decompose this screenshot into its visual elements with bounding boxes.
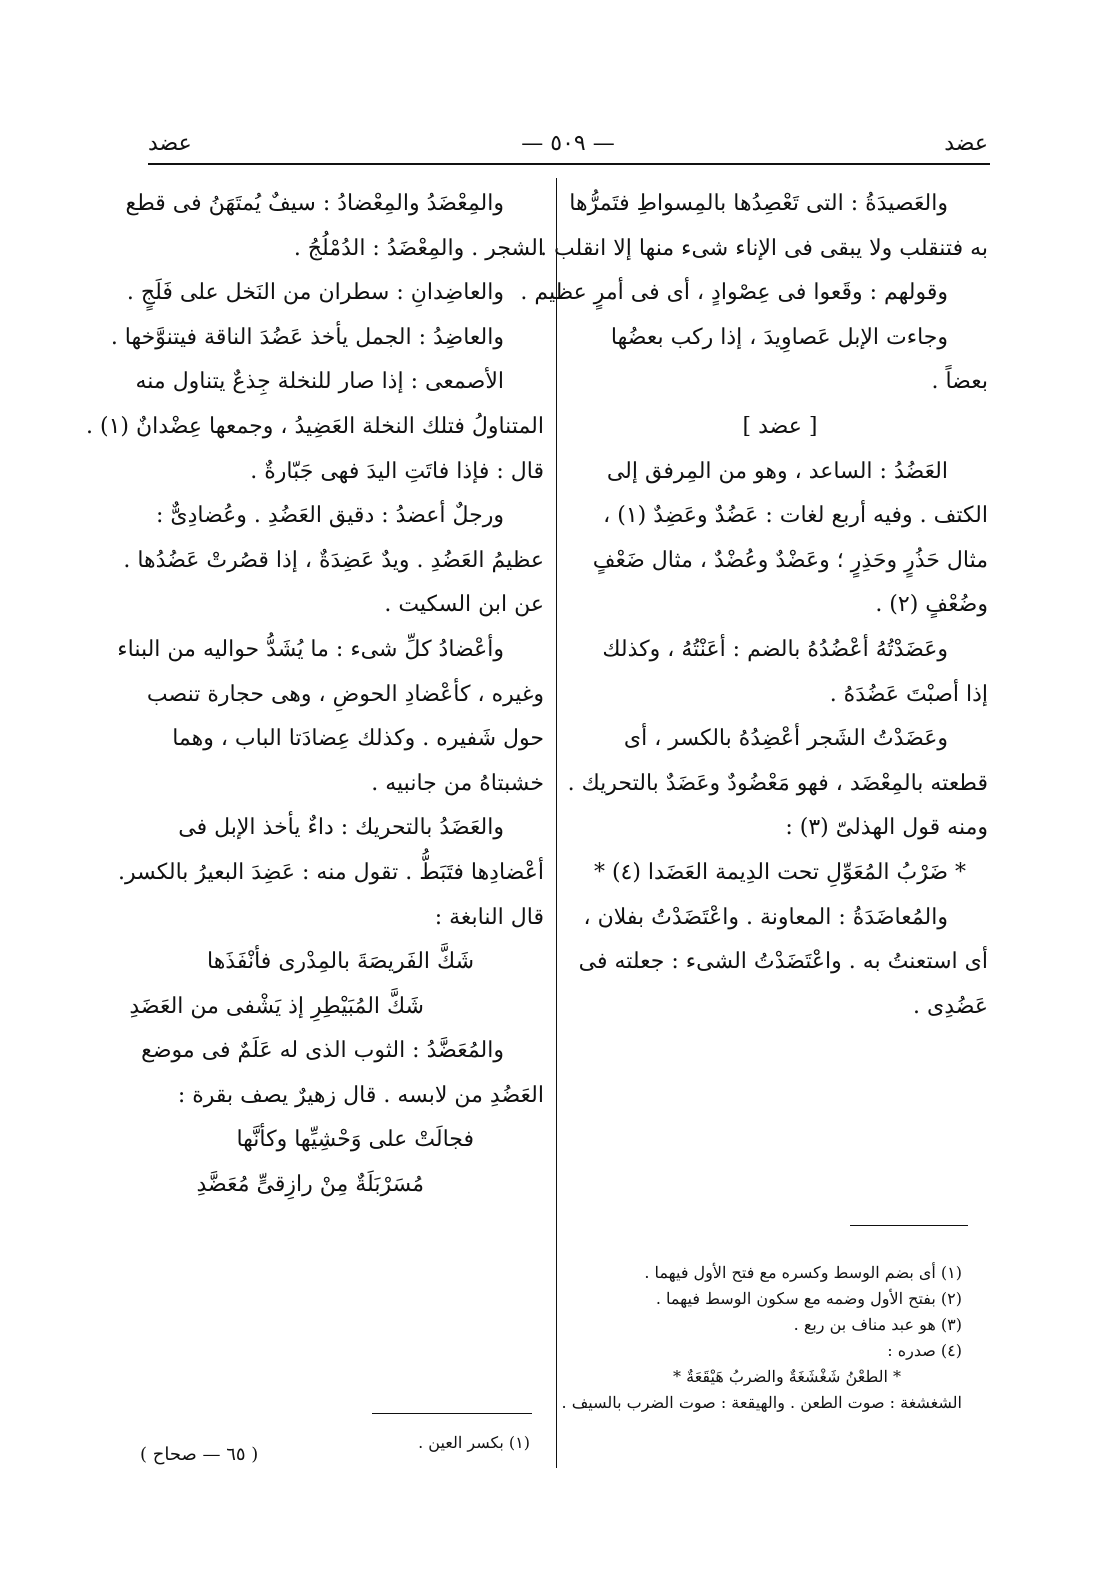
text-line: وقولهم : وقَعوا فى عِصْوادٍ ، أى فى أمرٍ عظيم . [520, 280, 948, 306]
entry-heading: [ عضد ] [742, 413, 818, 439]
text-line: وضُعْفٍ (٢) . [875, 592, 988, 618]
text-line: مثال حَذُرٍ وحَذِرٍ ؛ وعَضْدٌ وعُضْدٌ ، مثال ضَعْفٍ [592, 547, 988, 573]
header-root-word-right: عضد [944, 131, 988, 156]
text-line: والعاضِدانِ : سطران من النَخل على فَلَجٍ . [126, 280, 504, 306]
footnote: (٤) صدره : [887, 1341, 962, 1360]
text-line: قال : فإذا فاتَتِ اليدَ فهى جَبّارةٌ . [250, 458, 544, 484]
text-line: وأعْضادُ كلِّ شىء : ما يُشَدُّ حواليه من البناء [117, 636, 504, 662]
verse-line: شَكَّ المُبَيْطِرِ إذ يَشْفى من العَضَدِ [129, 993, 424, 1019]
footnote: (٣) هو عبد مناف بن ربع . [793, 1315, 962, 1334]
text-line: الكتف . وفيه أربع لغات : عَضُدٌ وعَضِدٌ (١) ، [603, 503, 988, 529]
footnotes-left [300, 1430, 530, 1456]
text-line: إذا أصبْتَ عَضُدَهُ . [829, 681, 988, 707]
footnote: (٢) بفتح الأول وضمه مع سكون الوسط فيهما . [655, 1289, 962, 1308]
text-line: وعَضَدْتُ الشَجر أعْضِدُهُ بالكسر ، أى [623, 726, 948, 752]
text-line: ومنه قول الهذلىّ (٣) : [785, 815, 988, 841]
text-line: قال النابغة : [434, 904, 544, 930]
footnote: (١) بكسر العين . [418, 1433, 530, 1452]
text-line: حول شَفيره . وكذلك عِضادَتا الباب ، وهما [172, 726, 544, 752]
text-line: المتناولُ فتلك النخلة العَضِيدُ ، وجمعها عِضْدانٌ (١) . [86, 413, 544, 439]
text-line: عظيمُ العَضُدِ . ويدٌ عَضِدَةٌ ، إذا قصُرتْ عَضُدُها . [123, 547, 544, 573]
text-line: الشجر . والمِعْضَدُ : الدُمْلُجُ . [293, 235, 544, 261]
text-line: أعْضادِها فتَبَطُّ . تقول منه : عَضِدَ البعيرُ بالكسر. [117, 859, 544, 885]
page-number: — ٥٠٩ — [521, 131, 615, 156]
footnote-rule-right [850, 1225, 968, 1226]
verse-line: * ضَرْبُ المُعَوِّلِ تحت الدِيمة العَضَدا (٤) * [593, 859, 967, 885]
footnote-verse: * الطعْنُ شَغْشَغَةٌ والضربُ هَيْقَعَةٌ * [673, 1367, 901, 1386]
text-line: وغيره ، كأعْضادِ الحوضِ ، وهى حجارة تنصب [146, 681, 544, 707]
text-line: والعاضِدُ : الجمل يأخذ عَضُدَ الناقة فيتنوَّخها . [110, 324, 504, 350]
text-line: وجاءت الإبل عَصاوِيدَ ، إذا ركب بعضُها [610, 324, 948, 350]
footnote: (١) أى بضم الوسط وكسره مع فتح الأول فيهما . [644, 1263, 962, 1282]
text-line: العَضُدِ من لابسه . قال زهيرٌ يصف بقرة : [177, 1082, 544, 1108]
signature-mark: ( ٦٥ — صحاح ) [140, 1444, 259, 1465]
verse-line: شَكَّ الفَريصَةَ بالمِدْرى فأنْفَذَها [207, 949, 474, 975]
text-line: خشبتاهُ من جانبيه . [371, 770, 544, 796]
text-line: والمُعاضَدَةُ : المعاونة . واعْتَضَدْتُ بفلان ، [583, 904, 948, 930]
text-line: والمِعْضَدُ والمِعْضادُ : سيفٌ يُمتَهَنُ فى قطع [125, 191, 504, 216]
text-line: به فتنقلب ولا يبقى فى الإناء شىء منها إلا انقلب . [539, 235, 988, 261]
column-separator [556, 178, 557, 1468]
header-root-word-left: عضد [148, 131, 192, 156]
footnote-rule-left [372, 1413, 532, 1414]
text-line: والعَضَدُ بالتحريك : داءٌ يأخذ الإبل فى [178, 815, 504, 841]
footnote: الشغشغة : صوت الطعن . والهيقعة : صوت الضرب بالسيف . [561, 1393, 962, 1412]
text-line: وعَضَدْتُهُ أعْضُدُهُ بالضم : أعَنْتُهُ ، وكذلك [602, 636, 948, 662]
text-line: والمُعَضَّدُ : الثوب الذى له عَلَمٌ فى موضع [141, 1038, 504, 1064]
text-line: أى استعنتُ به . واعْتَضَدْتُ الشىء : جعلته فى [578, 949, 988, 975]
text-line: قطعته بالمِعْضَد ، فهو مَعْضُودٌ وعَضَدٌ بالتحريك . [567, 770, 988, 796]
text-line: ورجلٌ أعضدُ : دقيق العَضُدِ . وعُضادِىٌّ : [155, 503, 504, 529]
header-rule [148, 163, 990, 165]
right-column [520, 182, 988, 1029]
text-line: عن ابن السكيت . [384, 592, 544, 618]
text-line: والعَصيدَةُ : التى تَعْصِدُها بالمِسواطِ فتَمرُّها [569, 191, 948, 216]
verse-line: مُسَرْبَلَةٌ مِنْ رازِقىٍّ مُعَضَّدِ [196, 1172, 424, 1198]
text-line: عَضُدِى . [913, 993, 988, 1019]
text-line: العَضُدُ : الساعد ، وهو من المِرفق إلى [606, 458, 948, 484]
text-line: بعضاً . [931, 369, 988, 395]
footnotes-right [561, 1260, 962, 1416]
text-line: الأصمعى : إذا صار للنخلة جِذعٌ يتناول منه [135, 369, 504, 395]
left-column [86, 182, 544, 1208]
page-header [148, 126, 988, 162]
verse-line: فجالَتْ على وَحْشِيِّها وكأنَّها [236, 1127, 474, 1153]
